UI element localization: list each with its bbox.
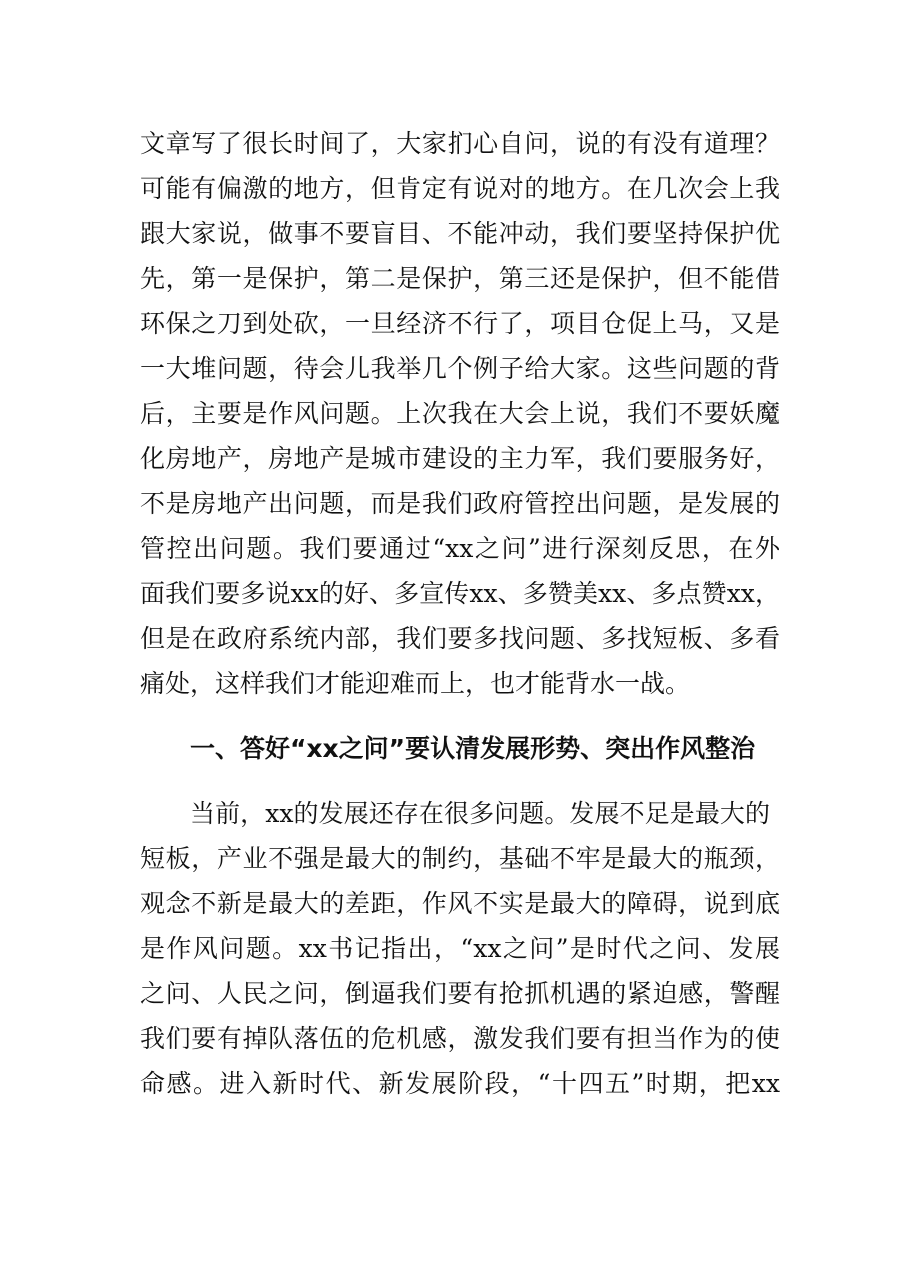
text-line: 是作风问题。xx书记指出，“xx之问”是时代之问、发展 — [140, 934, 780, 963]
text-line: 我们要有掉队落伍的危机感，激发我们要有担当作为的使 — [140, 1024, 780, 1053]
text-line: 短板，产业不强是最大的制约，基础不牢是最大的瓶颈， — [140, 844, 780, 873]
text-line: 管控出问题。我们要通过“xx之问”进行深刻反思，在外 — [140, 534, 780, 563]
text-line: 之问、人民之问，倒逼我们要有抢抓机遇的紧迫感，警醒 — [140, 979, 780, 1008]
text-line: 文章写了很长时间了，大家扪心自问，说的有没有道理？ — [140, 129, 780, 158]
text-line: 观念不新是最大的差距，作风不实是最大的障碍，说到底 — [140, 889, 780, 918]
text-line: 后，主要是作风问题。上次我在大会上说，我们不要妖魔 — [140, 399, 780, 428]
text-line: 一大堆问题，待会儿我举几个例子给大家。这些问题的背 — [140, 354, 780, 383]
text-line: 面我们要多说xx的好、多宣传xx、多赞美xx、多点赞xx， — [140, 579, 780, 608]
text-line: 可能有偏激的地方，但肯定有说对的地方。在几次会上我 — [140, 174, 780, 203]
text-line: 先，第一是保护，第二是保护，第三还是保护，但不能借 — [140, 264, 780, 293]
text-line: 不是房地产出问题，而是我们政府管控出问题，是发展的 — [140, 489, 780, 518]
text-line: 但是在政府系统内部，我们要多找问题、多找短板、多看 — [140, 624, 780, 653]
text-line: 环保之刀到处砍，一旦经济不行了，项目仓促上马，又是 — [140, 309, 780, 338]
text-line: 化房地产，房地产是城市建设的主力军，我们要服务好， — [140, 444, 780, 473]
text-line: 当前，xx的发展还存在很多问题。发展不足是最大的 — [190, 799, 770, 828]
text-line: 痛处，这样我们才能迎难而上，也才能背水一战。 — [140, 669, 691, 698]
text-line: 命感。进入新时代、新发展阶段，“十四五”时期，把xx — [140, 1069, 780, 1098]
text-line: 跟大家说，做事不要盲目、不能冲动，我们要坚持保护优 — [140, 219, 780, 248]
section-heading: 一、答好“xx之问”要认清发展形势、突出作风整治 — [190, 734, 756, 763]
